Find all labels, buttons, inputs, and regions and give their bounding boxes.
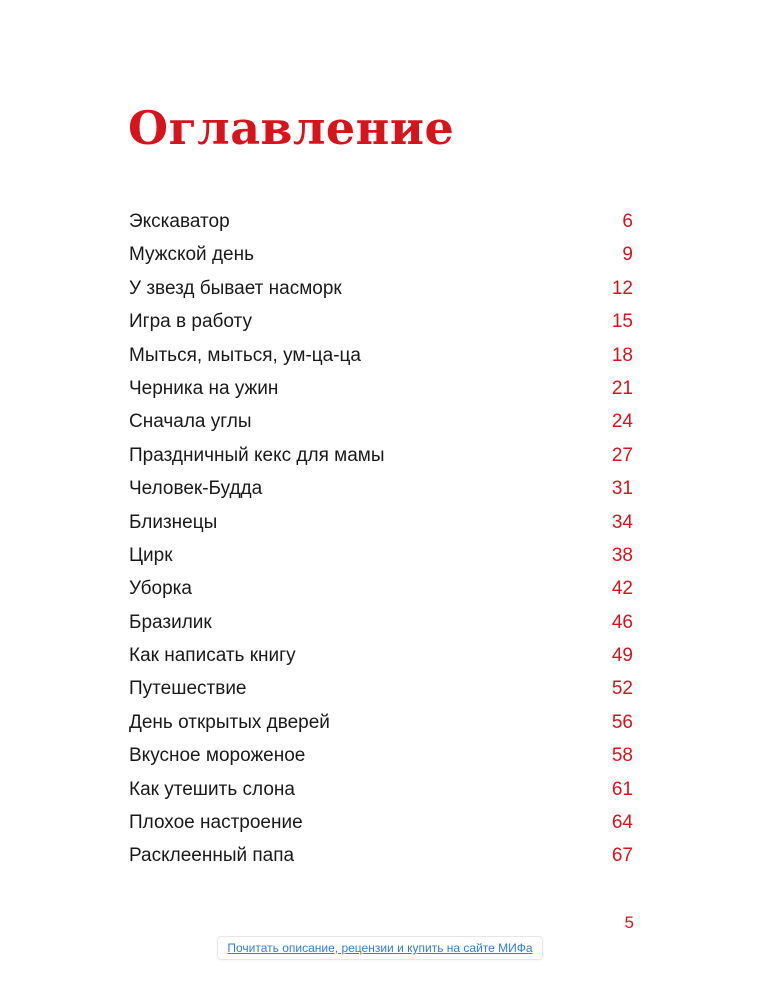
toc-entry-title: Сначала углы	[129, 411, 252, 433]
toc-entry	[129, 372, 633, 405]
toc-entry	[129, 739, 633, 772]
toc-entry-title: Мужской день	[129, 244, 254, 266]
toc-entry	[129, 572, 633, 605]
toc-entry-title: Праздничный кекс для мамы	[129, 444, 385, 466]
toc-entry	[129, 539, 633, 572]
toc-entry-title: Близнецы	[129, 511, 218, 533]
toc-entry-page: 38	[611, 544, 633, 566]
toc-entry	[129, 506, 633, 539]
toc-entry	[129, 839, 633, 872]
toc-entry-title: Мыться, мыться, ум-ца-ца	[129, 344, 361, 366]
toc-entry-page: 31	[611, 478, 633, 500]
toc-entry-title: Путешествие	[129, 678, 247, 700]
toc-entry-title: Человек-Будда	[129, 478, 263, 500]
toc-entry	[129, 806, 633, 839]
toc-entry-page: 15	[611, 311, 633, 333]
toc-entry-page: 12	[611, 277, 633, 299]
toc-entry-page: 18	[611, 344, 633, 366]
page-number: 5	[624, 913, 634, 932]
toc-entry-title: Плохое настроение	[129, 812, 303, 834]
toc-entry-title: Расклеенный папа	[129, 845, 295, 867]
toc-entry-title: Уборка	[129, 578, 192, 600]
toc-entry-title: Цирк	[129, 544, 173, 566]
page-title: Оглавление	[128, 101, 455, 155]
toc-entry-page: 49	[611, 645, 633, 667]
toc-entry-title: Вкусное мороженое	[129, 745, 306, 767]
toc-entry-title: Экскаватор	[129, 211, 230, 232]
toc-entry-page: 58	[611, 745, 633, 767]
toc-entry-page: 24	[611, 411, 633, 433]
table-of-contents	[129, 205, 633, 873]
toc-entry	[129, 639, 633, 672]
toc-entry-title: День открытых дверей	[129, 711, 330, 733]
toc-entry	[129, 773, 633, 806]
toc-entry-page: 46	[611, 611, 633, 633]
toc-entry	[129, 339, 633, 372]
toc-entry-title: У звезд бывает насморк	[129, 277, 342, 299]
toc-entry-title: Как утешить слона	[129, 778, 295, 800]
toc-entry-title: Как написать книгу	[129, 645, 296, 667]
toc-entry-page: 9	[622, 244, 633, 266]
toc-entry	[129, 205, 633, 238]
toc-entry-page: 42	[611, 578, 633, 600]
mif-store-link[interactable]: Почитать описание, рецензии и купить на сайте МИФа	[217, 936, 543, 960]
toc-entry-title: Черника на ужин	[129, 377, 279, 399]
toc-entry	[129, 305, 633, 338]
toc-entry	[129, 606, 633, 639]
toc-entry-page: 27	[611, 444, 633, 466]
toc-entry-page: 61	[611, 778, 633, 800]
toc-entry-title: Бразилик	[129, 611, 212, 633]
toc-entry	[129, 439, 633, 472]
toc-entry	[129, 238, 633, 271]
toc-entry-page: 6	[622, 211, 633, 232]
toc-entry	[129, 405, 633, 438]
toc-entry-page: 52	[611, 678, 633, 700]
toc-entry-page: 67	[611, 845, 633, 867]
toc-entry	[129, 272, 633, 305]
toc-entry	[129, 472, 633, 505]
toc-entry-page: 64	[611, 812, 633, 834]
toc-entry-page: 21	[611, 377, 633, 399]
toc-entry	[129, 706, 633, 739]
toc-entry-title: Игра в работу	[129, 311, 252, 333]
toc-entry	[129, 672, 633, 705]
toc-entry-page: 34	[611, 511, 633, 533]
toc-entry-page: 56	[611, 711, 633, 733]
